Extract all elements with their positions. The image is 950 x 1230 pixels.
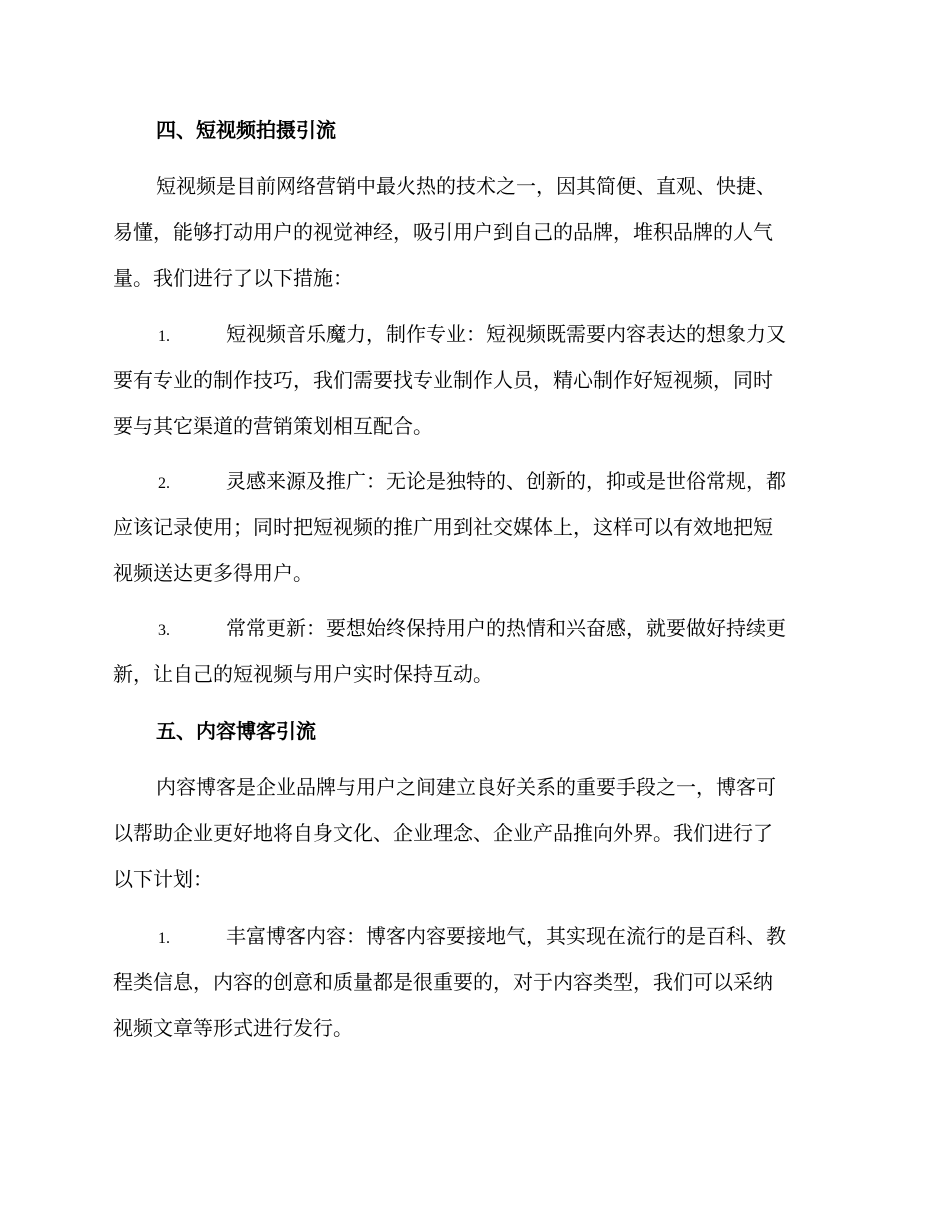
- list-item: [113, 913, 835, 1051]
- paragraph-line: 内容博客是企业品牌与用户之间建立良好关系的重要手段之一，博客可: [156, 775, 776, 799]
- list-item-number: 1.: [158, 328, 170, 345]
- paragraph-line: 程类信息，内容的创意和质量都是很重要的，对于内容类型，我们可以采纳: [113, 970, 773, 994]
- list-item: [113, 458, 835, 596]
- section-heading: 四、短视频拍摄引流: [156, 118, 336, 142]
- paragraph-line: 以下计划：: [113, 867, 213, 891]
- paragraph-line: 视频文章等形式进行发行。: [113, 1016, 353, 1040]
- paragraph-line: 要有专业的制作技巧，我们需要找专业制作人员，精心制作好短视频，同时: [113, 368, 773, 392]
- list-item-number: 3.: [158, 622, 170, 639]
- section-heading: 五、内容博客引流: [156, 719, 316, 743]
- list-item-number: 1.: [158, 930, 170, 947]
- paragraph-line: 短视频是目前网络营销中最火热的技术之一，因其简便、直观、快捷、: [156, 174, 776, 198]
- list-item-text: 灵感来源及推广：无论是独特的、创新的，抑或是世俗常规，都: [226, 469, 786, 493]
- list-item-text: 常常更新：要想始终保持用户的热情和兴奋感，就要做好持续更: [226, 616, 786, 640]
- paragraph-line: 易懂，能够打动用户的视觉神经，吸引用户到自己的品牌，堆积品牌的人气: [113, 220, 773, 244]
- paragraph-line: 要与其它渠道的营销策划相互配合。: [113, 414, 433, 438]
- paragraph-line: 视频送达更多得用户。: [113, 561, 313, 585]
- paragraph-line: 应该记录使用；同时把短视频的推广用到社交媒体上，这样可以有效地把短: [113, 515, 773, 539]
- list-item-first-line: [113, 913, 835, 959]
- list-item-number: 2.: [158, 475, 170, 492]
- list-item-first-line: [113, 458, 835, 504]
- list-item-text: 短视频音乐魔力，制作专业：短视频既需要内容表达的想象力又: [226, 322, 786, 346]
- paragraph-line: 新，让自己的短视频与用户实时保持互动。: [113, 662, 493, 686]
- list-item: [113, 311, 835, 449]
- paragraph-line: 以帮助企业更好地将自身文化、企业理念、企业产品推向外界。我们进行了: [113, 821, 773, 845]
- section-intro-paragraph: [113, 764, 835, 902]
- list-item-first-line: [113, 311, 835, 357]
- list-item: [113, 605, 835, 697]
- list-item-first-line: [113, 605, 835, 651]
- section-intro-paragraph: [113, 163, 835, 301]
- list-item-text: 丰富博客内容：博客内容要接地气，其实现在流行的是百科、教: [226, 924, 786, 948]
- paragraph-line: 量。我们进行了以下措施：: [113, 266, 353, 290]
